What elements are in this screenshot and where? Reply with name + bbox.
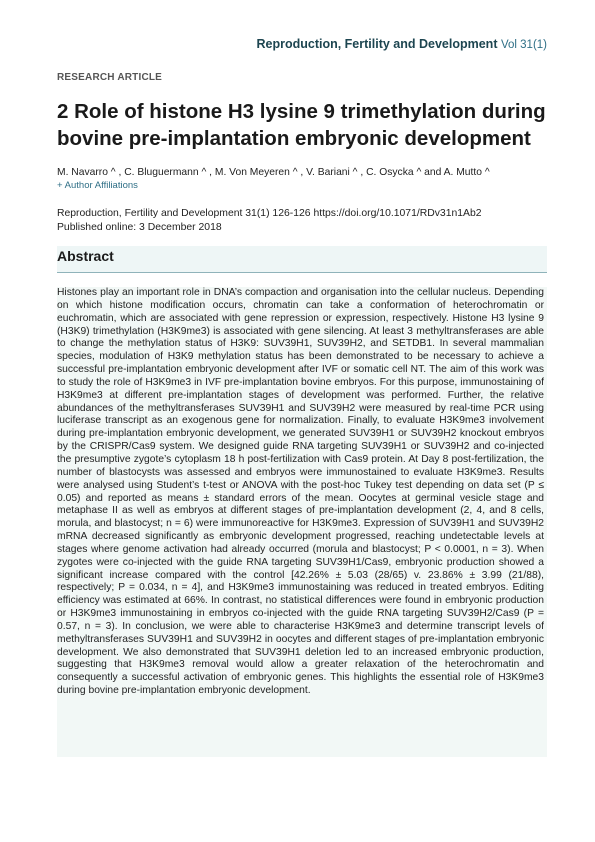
article-type-label: RESEARCH ARTICLE xyxy=(57,72,163,83)
published-date: Published online: 3 December 2018 xyxy=(57,221,222,233)
article-title: 2 Role of histone H3 lysine 9 trimethylation during bovine pre-implantation embryonic development xyxy=(57,100,546,150)
citation-block xyxy=(57,207,557,234)
abstract-header xyxy=(57,246,547,273)
author-affiliations-link[interactable]: + Author Affiliations xyxy=(57,180,138,191)
author-list[interactable]: M. Navarro ^ , C. Bluguermann ^ , M. Von Meyeren ^ , V. Bariani ^ , C. Osycka ^ and A. Mutto ^ xyxy=(57,167,490,178)
journal-header xyxy=(256,37,547,51)
abstract-text: Histones play an important role in DNA’s compaction and organisation into the cellular nucleus. Depending on which histone modification occurs, chromatin can take a conformation of heterochromatin or euchromatin, which are associated with gene repression or expression, respectively. Histone H3 lysine 9 (H3K9) trimethylation (H3K9me3) is associated with gene silencing. At least 3 methyltransferases are able to change the methylation status of H3K9: SUV39H1, SUV39H2, and SETDB1. In several mammalian species, modulation of H3K9 methylation status has been demonstrated to be necessary to achieve a successful pre-implantation embryonic development after IVF or somatic cell NT. The aim of this work was to study the role of H3K9me3 in IVF pre-implantation bovine embryos. For this purpose, immunostaining of H3K9me3 at different pre-implantation stages of development was performed. Further, the relative abundances of the methyltransferases SUV39H1 and SUV39H2 were measured by real-time PCR using luciferase transcript as an exogenous gene for normalization. Finally, to evaluate H3K9me3 involvement during pre-implantation embryonic development, we generated SUV39H1 or SUV39H2 knockout embryos by the CRISPR/Cas9 system. We designed guide RNA targeting SUV39H1 or SUV39H2 and co-injected the presumptive zygote’s cytoplasm 18 h post-fertilization with Cas9 protein. At Day 8 post-fertilization, the number of blastocysts was assessed and embryos were immunostained to evaluate H3K9me3. Results were analysed using Student’s t-test or ANOVA with the post-hoc Tukey test depending on data set (P ≤ 0.05) and reported as means ± standard errors of the mean. Oocytes at germinal vesicle stage and metaphase II as well as embryos at different stages of pre-implantation development (2, 4, and 8 cells, morula, and blastocyst; n = 6) were immunoreactive for H3K9me3. Expression of SUV39H1 and SUV39H2 mRNA decreased significantly as embryonic development progressed, reaching undetectable levels at stages where genome activation had already occurred (morula and blastocyst; P < 0.0001, n = 3). When zygotes were co-injected with the guide RNA targeting SUV39H1/Cas9, embryonic production showed a significant increase compared with the control [42.26% ± 5.03 (28/65) v. 23.86% ± 3.99 (21/88), respectively; P = 0.034, n = 4], and H3K9me3 immunostaining was reduced in treated embryos. Editing efficiency was estimated at 66%. In contrast, no statistical differences were found in embryonic production or H3K9me3 immunostaining in embryos co-injected with the guide RNA targeting SUV39H2/Cas9 (P = 0.57, n = 3). In conclusion, we were able to characterise H3K9me3 and determine transcript levels of methyltransferases SUV39H1 and SUV39H2 in oocytes and different stages of pre-implantation embryonic development. We also demonstrated that SUV39H1 deletion led to an increased embryonic production, suggesting that H3K9me3 removal would allow a greater relaxation of the heterochromatin and consequently a successful activation of embryonic genes. This highlights the essential role of H3K9me3 during bovine pre-implantation embryonic development. xyxy=(57,287,547,757)
citation-reference[interactable]: Reproduction, Fertility and Development 31(1) 126-126 https://doi.org/10.1071/RDv31n1Ab2 xyxy=(57,208,482,219)
journal-name[interactable]: Reproduction, Fertility and Development xyxy=(256,37,498,51)
abstract-heading: Abstract xyxy=(57,248,114,264)
journal-volume-link[interactable]: Vol 31(1) xyxy=(500,39,547,51)
